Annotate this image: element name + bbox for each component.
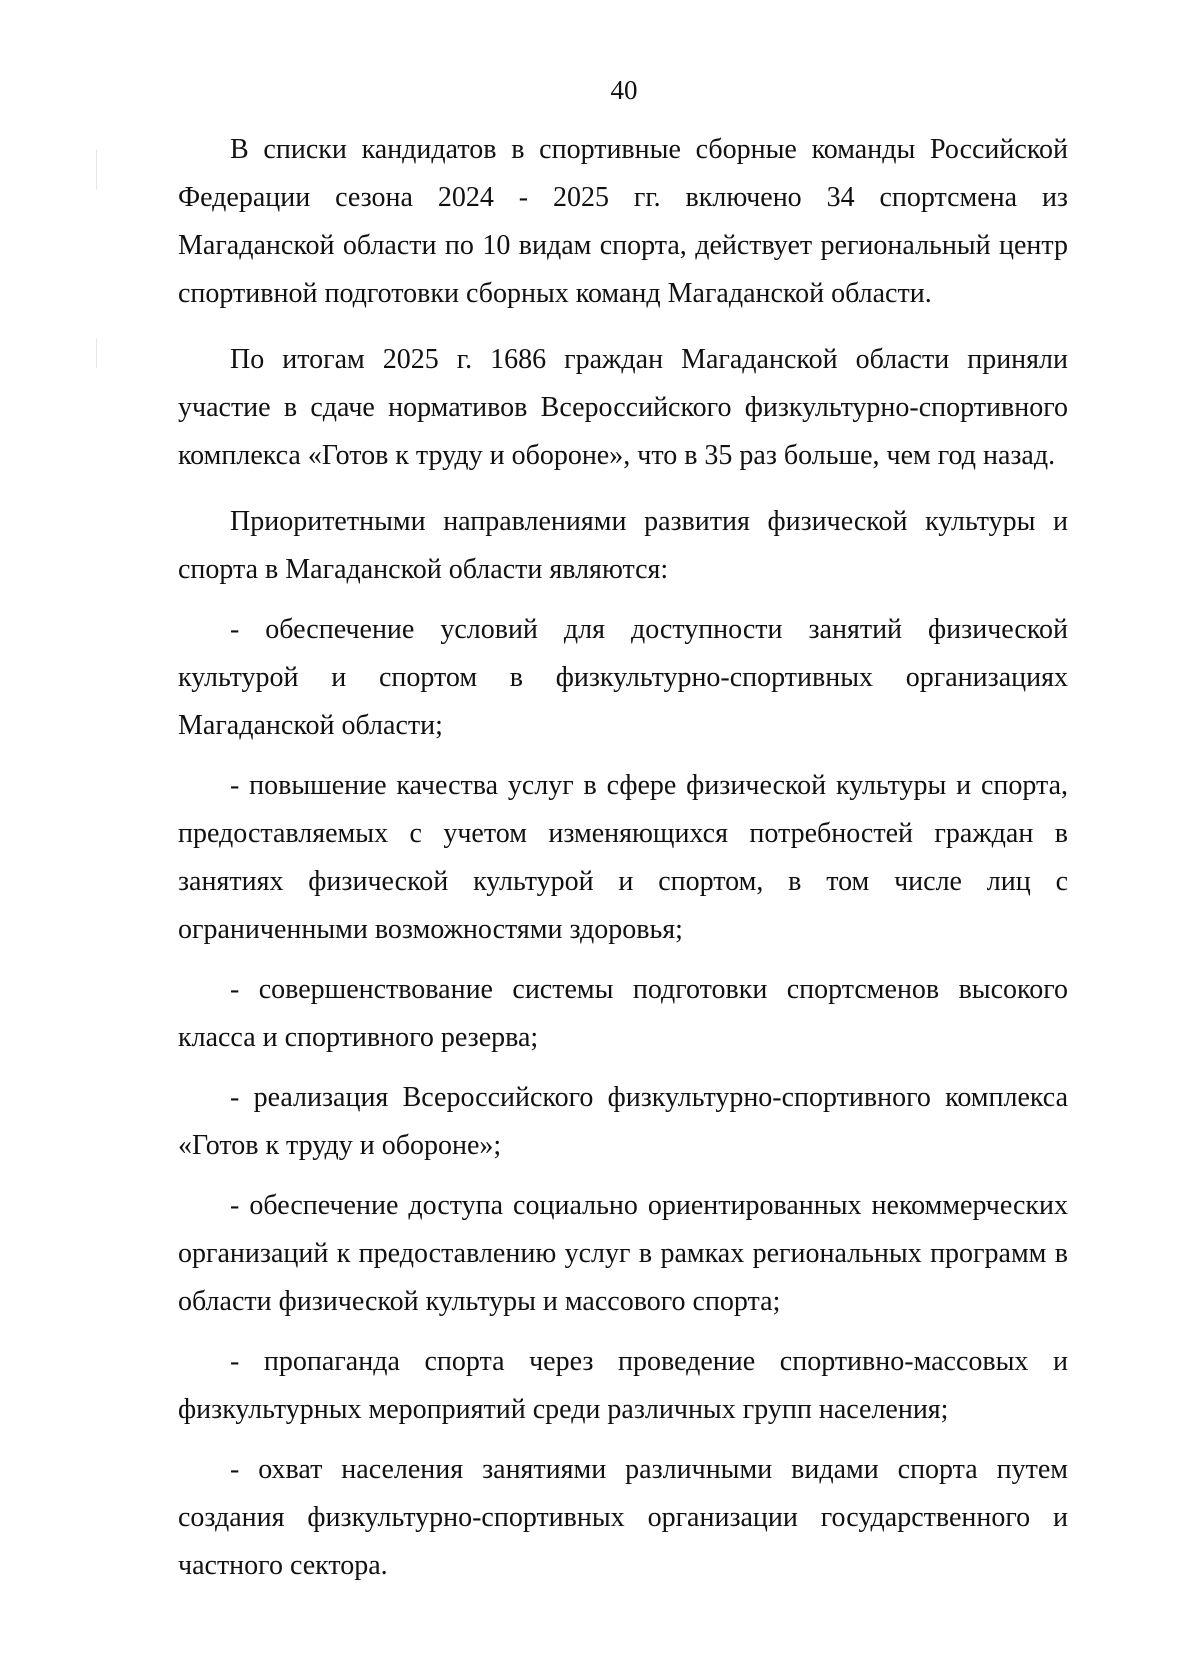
scan-edge-mark xyxy=(96,150,97,190)
list-item-athlete-training: - совершенствование системы подготовки спортсменов высокого класса и спортивного резерва; xyxy=(178,974,1068,1053)
list-item-accessibility: - обеспечение условий для доступности занятий физической культурой и спортом в физкультурно-спортивных организациях Магаданской области; xyxy=(178,614,1068,741)
list-item-service-quality: - повышение качества услуг в сфере физической культуры и спорта, предоставляемых с учетом изменяющихся потребностей граждан в занятиях физической культурой и спортом, в том числе лиц с ограниченными возможностями здоровья; xyxy=(178,770,1068,945)
paragraph-candidates: В списки кандидатов в спортивные сборные команды Российской Федерации сезона 2024 - 2025 гг. включено 34 спортсмена из Магаданской области по 10 видам спорта, действует региональный центр спортивной подготовки сборных команд Магаданской области. xyxy=(178,134,1068,309)
document-body xyxy=(178,126,1068,1590)
list-item-gto-implementation: - реализация Всероссийского физкультурно-спортивного комплекса «Готов к труду и обороне»; xyxy=(178,1082,1068,1161)
page-number: 40 xyxy=(610,75,638,105)
paragraph-priorities-intro: Приоритетными направлениями развития физической культуры и спорта в Магаданской области являются: xyxy=(178,506,1068,585)
list-item-population-coverage: - охват населения занятиями различными видами спорта путем создания физкультурно-спортивных организации государственного и частного сектора. xyxy=(178,1454,1068,1581)
paragraph-gto-results: По итогам 2025 г. 1686 граждан Магаданской области приняли участие в сдаче нормативов Всероссийского физкультурно-спортивного комплекса «Готов к труду и обороне», что в 35 раз больше, чем год назад. xyxy=(178,344,1068,471)
list-item-sport-promotion: - пропаганда спорта через проведение спортивно-массовых и физкультурных мероприятий среди различных групп населения; xyxy=(178,1346,1068,1425)
list-item-nonprofit-access: - обеспечение доступа социально ориентированных некоммерческих организаций к предоставлению услуг в рамках региональных программ в области физической культуры и массового спорта; xyxy=(178,1190,1068,1317)
scan-edge-mark xyxy=(96,338,97,368)
